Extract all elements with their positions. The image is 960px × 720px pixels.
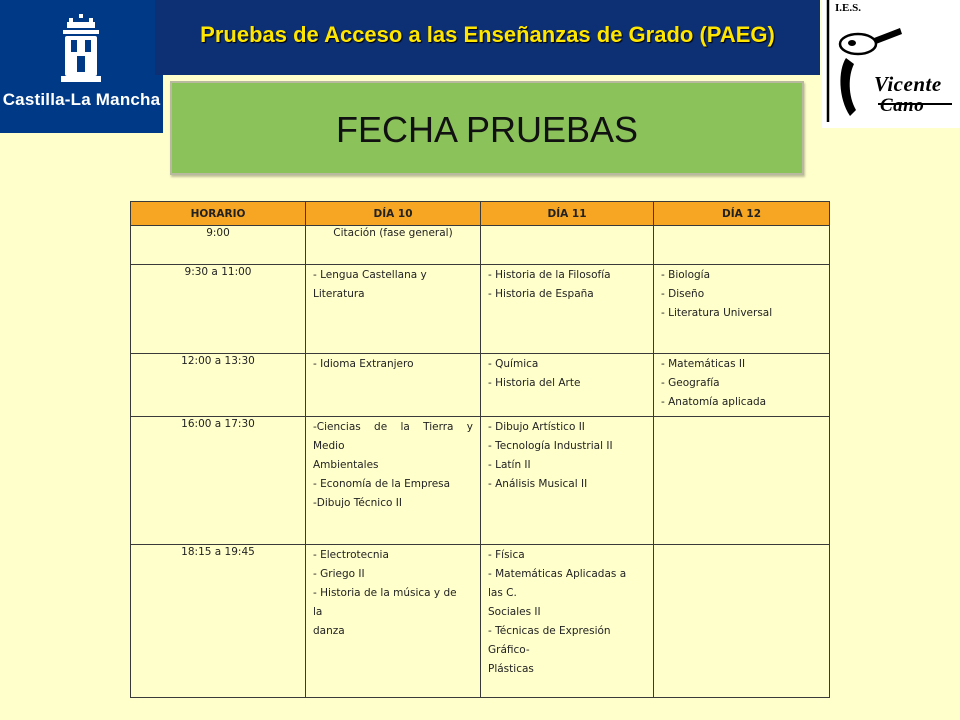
- subject-line: - Historia de la música y de: [313, 587, 457, 599]
- ies-vicente-cano-logo: [822, 0, 960, 128]
- table-row: [131, 354, 830, 417]
- subject-line: - Economía de la Empresa: [313, 478, 451, 490]
- ies-name-first: Vicente: [874, 72, 942, 96]
- fecha-banner: [170, 81, 804, 175]
- subject-line: - Tecnología Industrial II: [488, 440, 613, 452]
- time-cell: 9:30 a 11:00: [131, 265, 306, 354]
- column-header-horario: HORARIO: [131, 202, 306, 226]
- castle-crest-icon: [55, 14, 107, 84]
- subject-line: - Historia de España: [488, 288, 594, 300]
- day10-cell: [306, 226, 481, 265]
- subject-line: - Geografía: [661, 377, 720, 389]
- subject-line: - Electrotecnia: [313, 549, 389, 561]
- day12-cell: [654, 354, 830, 417]
- table-row: [131, 417, 830, 545]
- subject-line: - Griego II: [313, 568, 365, 580]
- day12-cell: [654, 265, 830, 354]
- table-row: [131, 265, 830, 354]
- day11-cell: [481, 545, 654, 698]
- subject-line: Medio: [313, 440, 345, 452]
- day10-cell: [306, 354, 481, 417]
- page-title: Pruebas de Acceso a las Enseñanzas de Grado (PAEG): [200, 22, 775, 47]
- day12-cell: [654, 417, 830, 545]
- subject-line: - Lengua Castellana y: [313, 269, 427, 281]
- subject-line: - Biología: [661, 269, 711, 281]
- subject-line: Literatura: [313, 288, 365, 300]
- column-header-dia-11: DÍA 11: [481, 202, 654, 226]
- subject-line: - Anatomía aplicada: [661, 396, 767, 408]
- time-cell: 18:15 a 19:45: [131, 545, 306, 698]
- day10-cell: [306, 545, 481, 698]
- subject-line: - Matemáticas II: [661, 358, 746, 370]
- subject-line: -Dibujo Técnico II: [313, 497, 402, 509]
- subject-line: danza: [313, 625, 345, 637]
- banner-title: FECHA PRUEBAS: [335, 109, 639, 150]
- table-header-row: [131, 202, 830, 226]
- time-cell: 16:00 a 17:30: [131, 417, 306, 545]
- subject-line: Gráfico-: [488, 644, 530, 656]
- day10-cell: [306, 265, 481, 354]
- column-header-dia-10: DÍA 10: [306, 202, 481, 226]
- time-cell: 12:00 a 13:30: [131, 354, 306, 417]
- schedule-table: [130, 201, 830, 698]
- subject-line: las C.: [488, 587, 517, 599]
- day12-cell: [654, 545, 830, 698]
- subject-line: - Matemáticas Aplicadas a: [488, 568, 627, 580]
- day10-cell: [306, 417, 481, 545]
- subject-line: - Historia del Arte: [488, 377, 581, 389]
- subject-line: - Idioma Extranjero: [313, 358, 414, 370]
- subject-line: - Latín II: [488, 459, 531, 471]
- subject-line: Ambientales: [313, 459, 379, 471]
- column-header-dia-12: DÍA 12: [654, 202, 830, 226]
- subject-line: -Ciencias de la Tierra y: [313, 421, 473, 433]
- header-bar: [155, 0, 820, 75]
- time-cell: 9:00: [131, 226, 306, 265]
- subject-line: - Análisis Musical II: [488, 478, 588, 490]
- ies-name-second: Cano: [880, 95, 925, 116]
- subject-line: - Física: [488, 549, 525, 561]
- castilla-la-mancha-logo: [0, 0, 163, 133]
- day11-cell: [481, 265, 654, 354]
- subject-line: la: [313, 606, 323, 618]
- table-row: [131, 226, 830, 265]
- table-row: [131, 545, 830, 698]
- ies-letters: I.E.S.: [835, 2, 861, 14]
- subject-line: - Dibujo Artístico II: [488, 421, 585, 433]
- day11-cell: [481, 417, 654, 545]
- day11-cell: [481, 354, 654, 417]
- subject-line: - Historia de la Filosofía: [488, 269, 611, 281]
- day12-cell: [654, 226, 830, 265]
- subject-line: - Diseño: [661, 288, 705, 300]
- subject-line: - Química: [488, 358, 539, 370]
- subject-line: - Técnicas de Expresión: [488, 625, 611, 637]
- subject-line: Plásticas: [488, 663, 534, 675]
- day11-cell: [481, 226, 654, 265]
- logo-text: Castilla-La Mancha: [2, 90, 161, 109]
- subject-line: Sociales II: [488, 606, 541, 618]
- subject-line: Citación (fase general): [333, 227, 453, 239]
- subject-line: - Literatura Universal: [661, 307, 773, 319]
